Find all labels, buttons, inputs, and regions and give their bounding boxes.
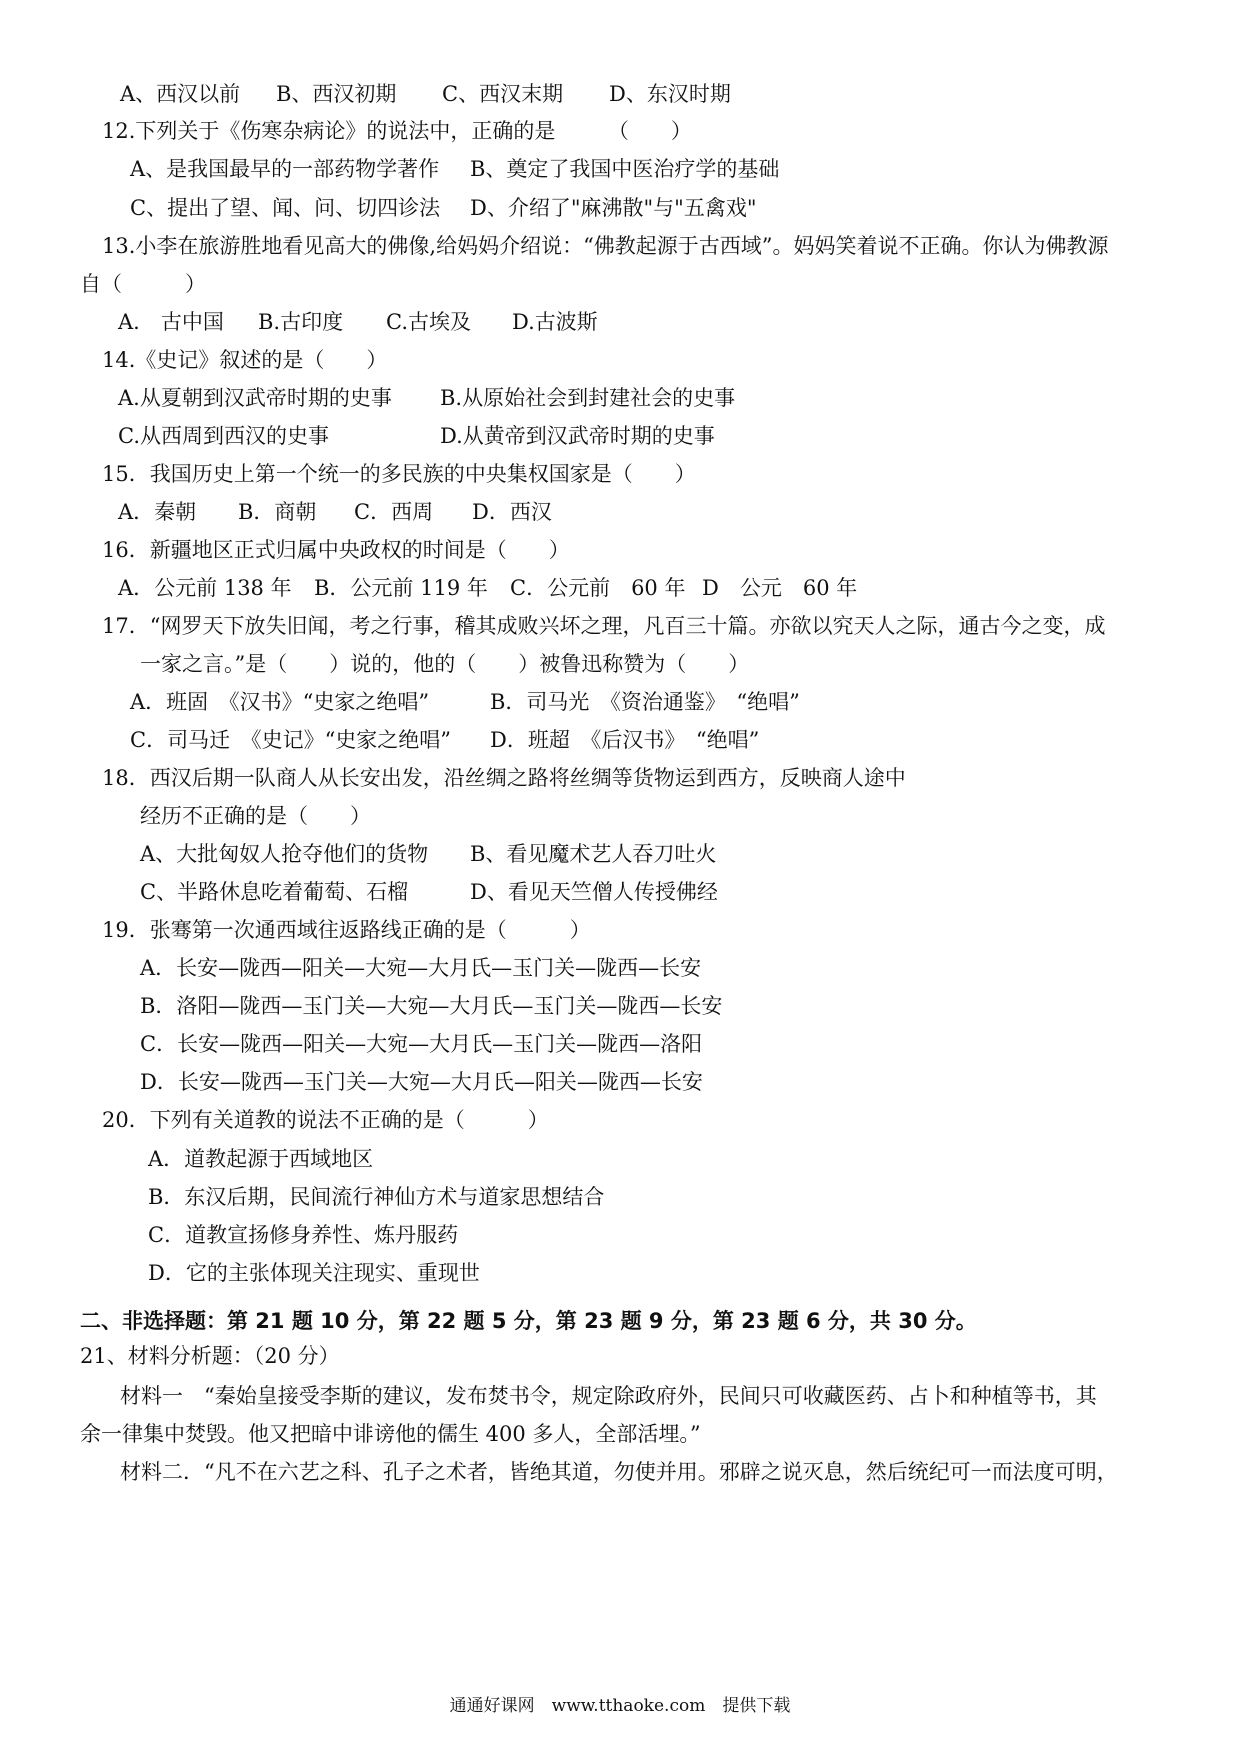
q20-stem: 20．下列有关道教的说法不正确的是（ ） xyxy=(102,1108,549,1132)
q13-stem-line2: 自（ ） xyxy=(80,272,206,296)
q20-option-c: C．道教宣扬修身养性、炼丹服药 xyxy=(148,1223,459,1247)
q14-option-b: B.从原始社会到封建社会的史事 xyxy=(440,386,736,410)
q21-material2-line1: 材料二．“凡不在六艺之科、孔子之术者，皆绝其道，勿使并用。邪辟之说灭息，然后统纪可一而法度可明， xyxy=(120,1460,1118,1484)
q16-option-a: A．公元前 138 年 xyxy=(118,576,292,600)
q19-option-a: A．长安—陇西—阳关—大宛—大月氏—玉门关—陇西—长安 xyxy=(140,956,702,980)
q17-stem-line1: 17．“网罗天下放失旧闻，考之行事，稽其成败兴坏之理，凡百三十篇。亦欲以究天人之际，通古今之变，成 xyxy=(102,614,1106,638)
q18-option-a: A、大批匈奴人抢夺他们的货物 xyxy=(140,842,429,866)
q17-option-a: A．班固 《汉书》“史家之绝唱” xyxy=(130,690,430,714)
q15-option-d: D．西汉 xyxy=(472,500,552,524)
q14-stem: 14.《史记》叙述的是（ ） xyxy=(102,348,388,372)
q16-option-d: D 公元 60 年 xyxy=(702,576,858,600)
q12-stem: 12.下列关于《伤寒杂病论》的说法中，正确的是 （ ） xyxy=(102,119,692,143)
section-2-heading: 二、非选择题：第 21 题 10 分，第 22 题 5 分，第 23 题 9 分，第 23 题 6 分，共 30 分。 xyxy=(80,1309,977,1333)
q15-stem: 15．我国历史上第一个统一的多民族的中央集权国家是（ ） xyxy=(102,462,696,486)
q18-stem-line1: 18．西汉后期一队商人从长安出发，沿丝绸之路将丝绸等货物运到西方，反映商人途中 xyxy=(102,766,906,790)
q13-option-c: C.古埃及 xyxy=(386,310,471,334)
q20-option-a: A．道教起源于西域地区 xyxy=(148,1147,374,1171)
q11-option-a: A、西汉以前 xyxy=(120,82,241,106)
q17-option-c: C．司马迁 《史记》“史家之绝唱” xyxy=(130,728,452,752)
q13-option-d: D.古波斯 xyxy=(512,310,598,334)
q13-option-a: A. 古中国 xyxy=(118,310,224,334)
page-footer: 通通好课网 www.tthaoke.com 提供下载 xyxy=(449,1696,791,1716)
q18-option-b: B、看见魔术艺人吞刀吐火 xyxy=(470,842,717,866)
q16-stem: 16．新疆地区正式归属中央政权的时间是（ ） xyxy=(102,538,570,562)
q21-material1-line1: 材料一 “秦始皇接受李斯的建议，发布焚书令，规定除政府外，民间只可收藏医药、占卜和种植等书，其 xyxy=(120,1384,1097,1408)
q20-option-d: D．它的主张体现关注现实、重现世 xyxy=(148,1261,480,1285)
q17-option-b: B．司马光 《资治通鉴》 “绝唱” xyxy=(490,690,800,714)
q19-option-d: D．长安—陇西—玉门关—大宛—大月氏—阳关—陇西—长安 xyxy=(140,1070,703,1094)
q13-option-b: B.古印度 xyxy=(258,310,344,334)
q18-option-d: D、看见天竺僧人传授佛经 xyxy=(470,880,718,904)
q11-option-c: C、西汉末期 xyxy=(442,82,564,106)
q15-option-b: B．商朝 xyxy=(238,500,317,524)
q14-option-d: D.从黄帝到汉武帝时期的史事 xyxy=(440,424,715,448)
q12-option-d: D、介绍了"麻沸散"与"五禽戏" xyxy=(470,196,757,220)
q12-option-a: A、是我国最早的一部药物学著作 xyxy=(130,157,440,181)
q19-option-b: B．洛阳—陇西—玉门关—大宛—大月氏—玉门关—陇西—长安 xyxy=(140,994,723,1018)
q20-option-b: B．东汉后期，民间流行神仙方术与道家思想结合 xyxy=(148,1185,605,1209)
q18-option-c: C、半路休息吃着葡萄、石榴 xyxy=(140,880,409,904)
q21-stem: 21、材料分析题：（20 分） xyxy=(80,1344,340,1368)
q12-option-c: C、提出了望、闻、问、切四诊法 xyxy=(130,196,441,220)
q18-stem-line2: 经历不正确的是（ ） xyxy=(140,804,371,828)
q16-option-c: C．公元前 60 年 xyxy=(510,576,686,600)
q12-option-b: B、奠定了我国中医治疗学的基础 xyxy=(470,157,780,181)
q11-option-d: D、东汉时期 xyxy=(609,82,731,106)
q14-option-c: C.从西周到西汉的史事 xyxy=(118,424,329,448)
q11-option-b: B、西汉初期 xyxy=(276,82,397,106)
q19-stem: 19．张骞第一次通西域往返路线正确的是（ ） xyxy=(102,918,591,942)
q17-stem-line2: 一家之言。”是（ ）说的，他的（ ）被鲁迅称赞为（ ） xyxy=(140,652,750,676)
q15-option-c: C．西周 xyxy=(354,500,434,524)
q15-option-a: A．秦朝 xyxy=(118,500,197,524)
q14-option-a: A.从夏朝到汉武帝时期的史事 xyxy=(118,386,392,410)
q21-material1-line2: 余一律集中焚毁。他又把暗中诽谤他的儒生 400 多人，全部活埋。” xyxy=(80,1422,701,1446)
q19-option-c: C．长安—陇西—阳关—大宛—大月氏—玉门关—陇西—洛阳 xyxy=(140,1032,703,1056)
q17-option-d: D．班超 《后汉书》 “绝唱” xyxy=(490,728,760,752)
q16-option-b: B．公元前 119 年 xyxy=(314,576,488,600)
q13-stem-line1: 13.小李在旅游胜地看见高大的佛像,给妈妈介绍说：“佛教起源于古西域”。妈妈笑着说不正确。你认为佛教源 xyxy=(102,234,1109,258)
